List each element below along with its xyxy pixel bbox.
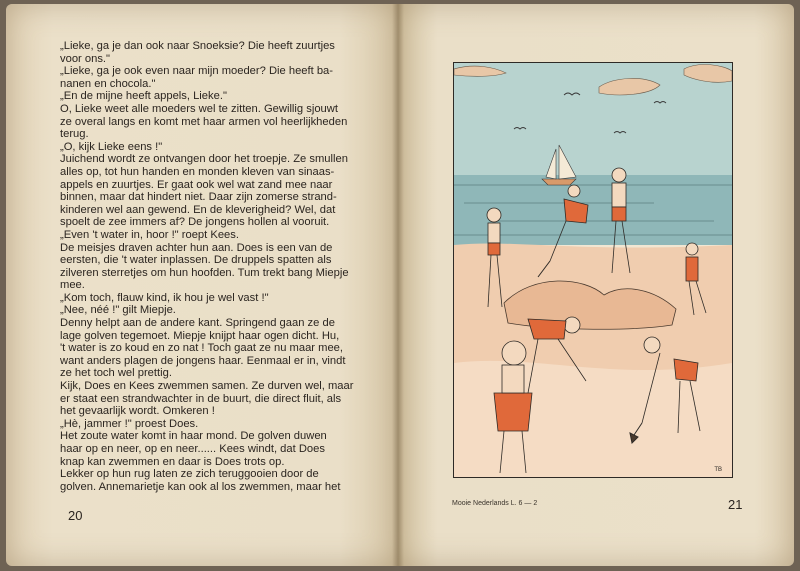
text-line: „Lieke, ga je dan ook naar Snoeksie? Die heeft zuurtjes	[60, 40, 335, 52]
text-line: Juichend wordt ze ontvangen door het troepje. Ze smullen	[60, 153, 348, 166]
text-line: 't water is zo koud en zo nat ! Toch gaat ze nu maar mee,	[60, 342, 344, 355]
text-line: eersten, die 't water inplassen. De druppels spatten als	[60, 254, 332, 267]
text-line: Lekker op hun rug laten ze zich teruggooien door de	[60, 468, 319, 481]
beach-scene	[454, 63, 732, 477]
text-line: „En de mijne heeft appels, Lieke."	[60, 90, 227, 103]
page-number-right: 21	[728, 497, 743, 512]
beach-illustration	[453, 62, 733, 478]
text-line: golven. Annemarietje kan ook al los zwemmen, maar het	[60, 480, 341, 493]
text-line: Denny helpt aan de andere kant. Springend gaan ze de	[60, 317, 335, 330]
text-line: er staat een strandwachter in de buurt, die direct fluit, als	[60, 392, 342, 405]
text-line: want anders plagen de jongens haar. Eenmaal er in, vindt	[60, 354, 346, 367]
text-line: nanen en chocola."	[60, 77, 156, 90]
text-line: De meisjes draven achter hun aan. Does is een van de	[60, 241, 333, 254]
text-line: terug.	[60, 128, 89, 141]
text-line: zilveren sterretjes om hun hoofden. Tum trekt bang Miepje	[60, 266, 349, 279]
text-line: ze overal langs en komt met haar armen vol heerlijkheden	[60, 115, 348, 128]
text-line: knap kan zwemmen en daar is Does trots op.	[60, 455, 285, 468]
text-line: „Nee, néé !" gilt Miepje.	[60, 304, 176, 317]
text-line: appels en zuurtjes. Er gaat ook wel wat zand mee naar	[60, 178, 333, 191]
text-line: „Kom toch, flauw kind, ik hou je wel vast !"	[60, 291, 269, 304]
text-line: het gevaarlijk wordt. Omkeren !	[60, 405, 215, 418]
page-number-left: 20	[68, 508, 83, 523]
text-line: mee.	[60, 279, 85, 292]
text-line: lage golven tegemoet. Miepje knijpt haar ogen dicht. Hu,	[60, 329, 340, 342]
text-line: „O, kijk Lieke eens !"	[60, 140, 163, 153]
book-gutter	[392, 4, 404, 566]
sky	[454, 63, 732, 175]
text-line: Kijk, Does en Kees zwemmen samen. Ze durven wel, maar	[60, 380, 354, 393]
story-text	[60, 40, 360, 493]
text-line: alles op, tot hun handen en monden kleven van sinaas-	[60, 165, 335, 178]
illustrator-signature: TB	[714, 467, 722, 473]
text-line: „Even 't water in, hoor !" roept Kees.	[60, 228, 239, 241]
text-line: Het zoute water komt in haar mond. De golven duwen	[60, 430, 327, 443]
text-line: binnen, maar dat hindert niet. Daar zijn zomerse strand-	[60, 191, 337, 204]
text-line: „Lieke, ga je ook even naar mijn moeder? Die heeft ba-	[60, 65, 334, 78]
text-line: O, Lieke weet alle moeders wel te zitten. Gewillig sjouwt	[60, 102, 338, 115]
text-line: ze het toch wel prettig.	[60, 367, 172, 380]
text-line: voor ons."	[60, 52, 110, 65]
page-footer: Mooie Nederlands L. 6 — 2	[452, 500, 538, 507]
text-line: „Hè, jammer !" proest Does.	[60, 417, 199, 430]
text-line: haar op en neer, op en neer...... Kees windt, dat Does	[60, 443, 325, 455]
text-line: kinderen wel aan gewend. En de kleverigheid? Wel, dat	[60, 203, 336, 216]
text-line: spoelt de zee immers af? De jongens hollen al vooruit.	[60, 216, 330, 229]
